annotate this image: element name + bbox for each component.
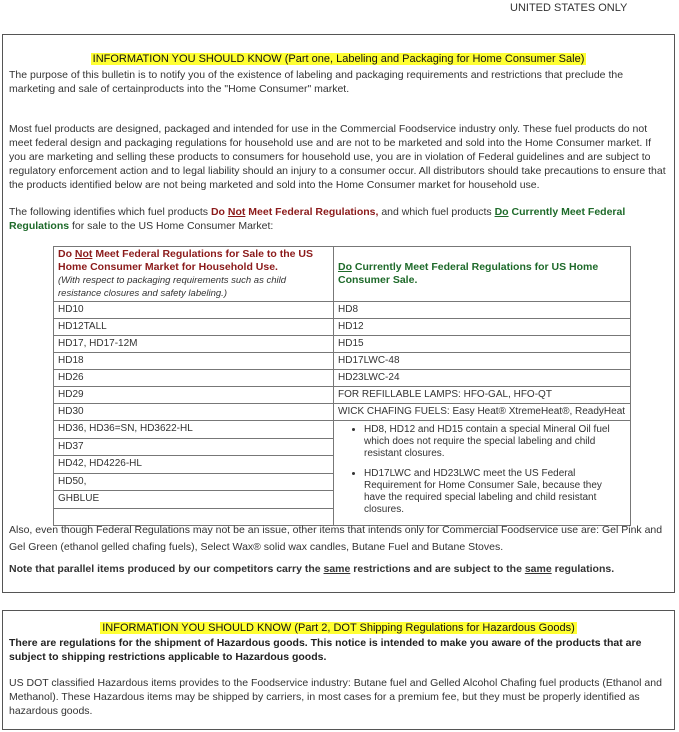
note-lwc-compliant: • HD17LWC and HD23LWC meet the US Federal Requirement for Home Consumer Sale, because they have the required special labeling and child resistant closures. [364, 468, 626, 516]
identifies-paragraph: The following identifies which fuel products Do Not Meet Federal Regulations, and which fuel products Do Currently Meet Federal Regulations for sale to the US Home Consumer Market: [9, 206, 626, 232]
table-row [54, 370, 631, 387]
table-header-row [54, 247, 631, 302]
table-row [54, 353, 631, 370]
note-mineral-oil: • HD8, HD12 and HD15 contain a special Mineral Oil fuel which does not require the special labeling and child resistant closures. [364, 424, 626, 460]
table-cell: WICK CHAFING FUELS: Easy Heat® XtremeHeat®, ReadyHeat [334, 404, 631, 421]
table-cell: HD42, HD4226-HL [54, 456, 334, 474]
table-cell: HD12TALL [54, 319, 334, 336]
table-cell: HD23LWC-24 [334, 370, 631, 387]
table-cell: FOR REFILLABLE LAMPS: HFO-GAL, HFO-QT [334, 387, 631, 404]
fuel-products-paragraph: Most fuel products are designed, packaged and intended for use in the Commercial Foodservice industry only. These fuel products do not meet federal design and packaging regulations for household use and are not to be marketed and sold into the Home Consumer market. If you are marketing and selling these products to consumers for household use, you are in violation of Federal guidelines and are subject to regulatory enforcement action and to legal liability should an injury to a consumer occur. All distributors should take precautions to ensure that the products identified below are not being marketed and sold into the Home Consumer market for household use. [9, 123, 666, 191]
notes-cell [334, 421, 631, 526]
table-cell: HD26 [54, 370, 334, 387]
table-row [54, 319, 631, 336]
header-not-meet: Do Not Meet Federal Regulations for Sale to the US Home Consumer Market for Household Use. (With respect to packaging requirements such as child resistance closures and safety labeling.) [54, 247, 334, 302]
table-cell: HD12 [334, 319, 631, 336]
table-row [54, 421, 631, 439]
table-cell: HD30 [54, 404, 334, 421]
section-labeling-packaging [2, 34, 675, 593]
table-cell: HD17, HD17-12M [54, 336, 334, 353]
table-cell: HD18 [54, 353, 334, 370]
header-meet: Do Currently Meet Federal Regulations for US Home Consumer Sale. [334, 247, 631, 302]
table-row [54, 387, 631, 404]
table-cell: HD50, [54, 473, 334, 491]
region-note: UNITED STATES ONLY [510, 2, 628, 14]
table-cell: HD37 [54, 438, 334, 456]
also-paragraph: Also, even though Federal Regulations may not be an issue, other items that intends only for Commercial Foodservice use are: Gel Pink and Gel Green (ethanol gelled chafing fuels), Select Wax® solid wax candles, Butane Fuel and Butane Stoves. [9, 524, 663, 553]
table-row [54, 336, 631, 353]
competitors-note: Note that parallel items produced by our competitors carry the same restrictions and are subject to the same regulations. [9, 563, 615, 575]
purpose-paragraph: The purpose of this bulletin is to notify you of the existence of labeling and packaging requirements and restrictions that preclude the marketing and sale of certainproducts into the "Home Consumer" market. [9, 69, 624, 95]
section1-heading: INFORMATION YOU SHOULD KNOW (Part one, Labeling and Packaging for Home Consumer Sale) [92, 53, 585, 65]
table-cell: GHBLUE [54, 491, 334, 509]
table-cell: HD17LWC-48 [334, 353, 631, 370]
table-cell: HD15 [334, 336, 631, 353]
table-cell: HD8 [334, 302, 631, 319]
table-cell: HD10 [54, 302, 334, 319]
hazardous-intro: There are regulations for the shipment of Hazardous goods. This notice is intended to make you aware of the products that are subject to shipping restrictions applicable to Hazardous goods. [9, 637, 642, 663]
regulations-table [53, 246, 631, 526]
table-row [54, 404, 631, 421]
table-cell: HD36, HD36=SN, HD3622-HL [54, 421, 334, 439]
section-dot-shipping [2, 610, 675, 730]
table-row [54, 302, 631, 319]
table-cell: HD29 [54, 387, 334, 404]
hazardous-body: US DOT classified Hazardous items provides to the Foodservice industry: Butane fuel and Gelled Alcohol Chafing fuel products (Ethanol and Methanol). These Hazardous items may be shipped by carriers, in most cases for a premium fee, but they must be properly identified as hazardous goods. [9, 677, 662, 717]
section2-heading: INFORMATION YOU SHOULD KNOW (Part 2, DOT Shipping Regulations for Hazardous Goods) [102, 622, 575, 634]
